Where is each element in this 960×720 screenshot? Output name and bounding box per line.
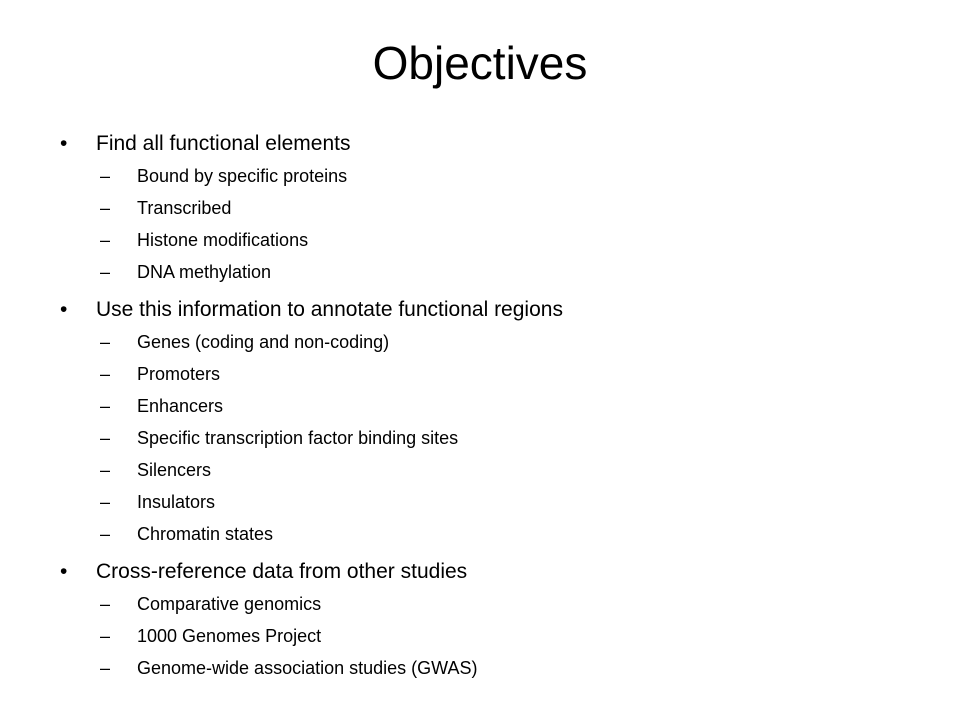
bullet-text: Find all functional elements [96, 132, 351, 155]
sub-bullet-text: Chromatin states [137, 524, 274, 544]
sub-bullet-item [58, 422, 918, 454]
sub-bullet-text: Promoters [137, 364, 221, 384]
bullet-item [58, 128, 918, 160]
sub-bullet-text: Transcribed [137, 198, 232, 218]
dash-icon: – [100, 166, 111, 186]
dash-icon: – [100, 460, 111, 480]
sub-bullet-item [58, 620, 918, 652]
sub-bullet-item [58, 160, 918, 192]
sub-bullet-item [58, 390, 918, 422]
bullet-item [58, 556, 918, 588]
sub-bullet-item [58, 454, 918, 486]
dash-icon: – [100, 364, 111, 384]
sub-bullet-item [58, 256, 918, 288]
sub-bullet-text: Insulators [137, 492, 216, 512]
dash-icon: – [100, 492, 111, 512]
dash-icon: – [100, 262, 111, 282]
dash-icon: – [100, 396, 111, 416]
dash-icon: – [100, 198, 111, 218]
dash-icon: – [100, 428, 111, 448]
sub-bullet-item [58, 518, 918, 550]
sub-bullet-text: 1000 Genomes Project [137, 626, 322, 646]
bullet-icon: • [60, 298, 68, 321]
dash-icon: – [100, 626, 111, 646]
bullet-text: Use this information to annotate functional regions [96, 298, 563, 321]
sub-bullet-text: Silencers [137, 460, 212, 480]
sub-bullet-text: Bound by specific proteins [137, 166, 348, 186]
sub-bullet-text: DNA methylation [137, 262, 272, 282]
sub-bullet-text: Specific transcription factor binding sites [137, 428, 459, 448]
bullet-icon: • [60, 132, 68, 155]
sub-bullet-text: Genes (coding and non-coding) [137, 332, 390, 352]
sub-bullet-item [58, 358, 918, 390]
sub-bullet-item [58, 326, 918, 358]
sub-bullet-item [58, 224, 918, 256]
dash-icon: – [100, 594, 111, 614]
dash-icon: – [100, 658, 111, 678]
bullet-item [58, 294, 918, 326]
sub-bullet-item [58, 588, 918, 620]
sub-bullet-text: Genome-wide association studies (GWAS) [137, 658, 478, 678]
dash-icon: – [100, 230, 111, 250]
sub-bullet-item [58, 652, 918, 684]
slide-title: Objectives [372, 37, 588, 89]
dash-icon: – [100, 524, 111, 544]
sub-bullet-text: Histone modifications [137, 230, 309, 250]
slide-body [58, 128, 918, 684]
sub-bullet-text: Comparative genomics [137, 594, 322, 614]
bullet-icon: • [60, 560, 68, 583]
bullet-text: Cross-reference data from other studies [96, 560, 468, 583]
sub-bullet-item [58, 486, 918, 518]
sub-bullet-text: Enhancers [137, 396, 224, 416]
sub-bullet-item [58, 192, 918, 224]
dash-icon: – [100, 332, 111, 352]
